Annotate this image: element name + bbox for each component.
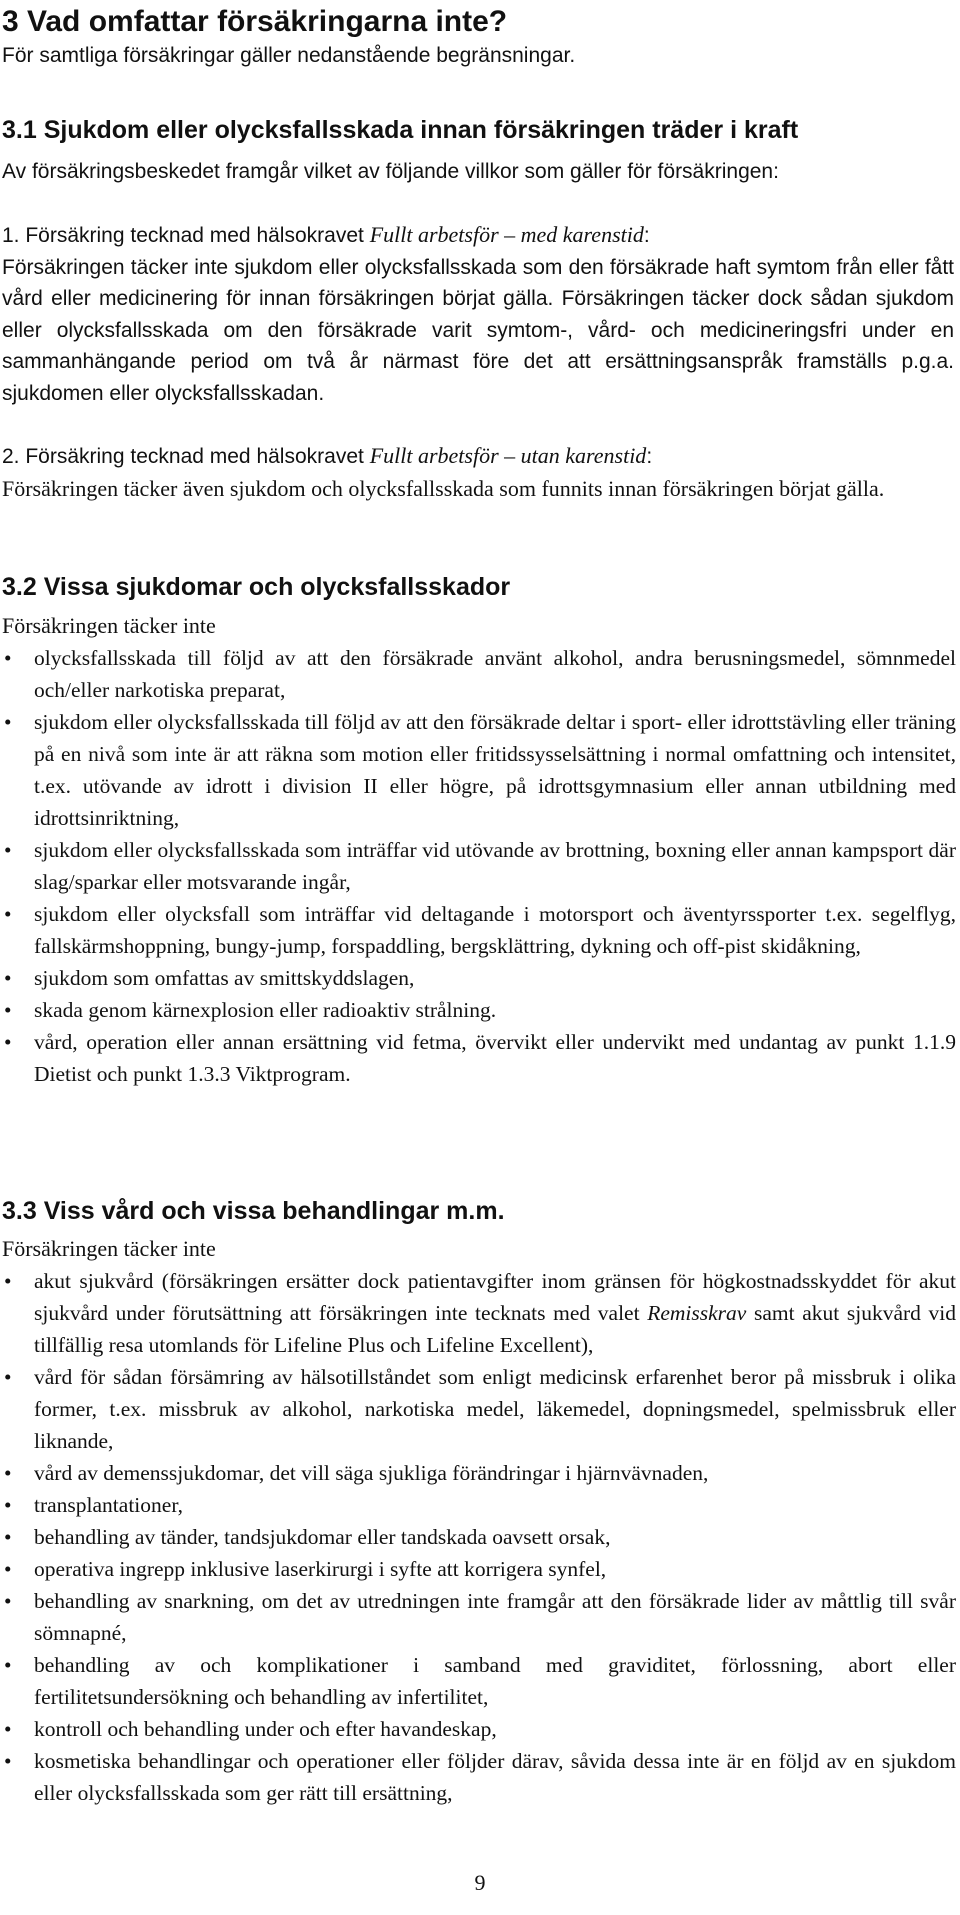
list-item xyxy=(0,1026,956,1090)
exclusion-list-3-2 xyxy=(0,642,956,1090)
condition-2-body: Försäkringen täcker även sjukdom och olycksfallsskada som funnits innan försäkringen börjat gälla. xyxy=(2,475,885,501)
list-item-text: behandling av snarkning, om det av utredningen inte framgår att den försäkrade lider av måttlig till svår sömnapné, xyxy=(34,1589,956,1645)
list-item-text-cont: samt akut sjukvård vid tillfällig resa utomlands för Lifeline Plus och Lifeline Excellent), xyxy=(34,1301,957,1357)
bullet-icon: • xyxy=(4,1749,12,1773)
list-item xyxy=(0,706,956,834)
bullet-icon: • xyxy=(4,1269,12,1293)
condition-paragraph-2 xyxy=(2,440,954,505)
list-item-text: transplantationer, xyxy=(34,1493,183,1517)
condition-2-lead: 2. Försäkring tecknad med hälsokravet xyxy=(2,445,370,468)
section-intro: För samtliga försäkringar gäller nedanstående begränsningar. xyxy=(2,44,576,67)
bullet-icon: • xyxy=(4,1493,12,1517)
list-item xyxy=(0,962,956,994)
bullet-icon: • xyxy=(4,1461,12,1485)
list-item-text: akut sjukvård (försäkringen ersätter dock patientavgifter inom gränsen för högkostnadsskyddet för akut sjukvård under förutsättning att försäkringen inte tecknats med valet xyxy=(34,1269,956,1325)
subsection-intro-3-1: Av försäkringsbeskedet framgår vilket av följande villkor som gäller för försäkringen: xyxy=(2,160,779,183)
subsection-intro-3-3: Försäkringen täcker inte xyxy=(2,1236,216,1261)
subsection-title-3-2: 3.2 Vissa sjukdomar och olycksfallsskador xyxy=(2,573,511,601)
bullet-icon: • xyxy=(4,966,12,990)
bullet-icon: • xyxy=(4,998,12,1022)
bullet-icon: • xyxy=(4,1525,12,1549)
page-number: 9 xyxy=(474,1870,486,1895)
bullet-icon: • xyxy=(4,1717,12,1741)
bullet-icon: • xyxy=(4,1653,12,1677)
bullet-icon: • xyxy=(4,1557,12,1581)
list-item-text: kontroll och behandling under och efter havandeskap, xyxy=(34,1717,497,1741)
list-item-text: behandling av och komplikationer i samband med graviditet, förlossning, abort eller fertilitetsundersökning och behandling av infertilitet, xyxy=(34,1653,956,1709)
list-item-text: sjukdom eller olycksfall som inträffar vid deltagande i motorsport och äventyrssporter t.ex. segelflyg, fallskärmshoppning, bungy-jump, forspaddling, bergsklättring, dykning och off-pist skidåkning, xyxy=(34,902,956,958)
list-item-text: sjukdom eller olycksfallsskada som inträffar vid utövande av brottning, boxning eller annan kampsport där slag/sparkar eller motsvarande ingår, xyxy=(34,838,956,894)
subsection-intro-3-2: Försäkringen täcker inte xyxy=(2,613,216,638)
bullet-icon: • xyxy=(4,902,12,926)
condition-paragraph-1 xyxy=(2,219,954,409)
condition-2-colon: : xyxy=(646,445,653,468)
section-heading: 3 Vad omfattar försäkringarna inte? xyxy=(2,5,508,38)
list-item xyxy=(0,1713,956,1745)
list-item xyxy=(0,1745,956,1809)
bullet-icon: • xyxy=(4,1030,12,1054)
condition-1-body: Försäkringen täcker inte sjukdom eller olycksfallsskada som den försäkrade haft symtom från eller fått vård eller medicinering för innan försäkringen börjat gälla. Försäkringen täcker dock sådan sjukdom eller olycksfallsskada om den försäkrade varit symtom-, vård- och medicineringsfri under en sammanhängande period om två år närmast före det att ersättningsanspråk framställs p.g.a. sjukdomen eller olycksfallsskadan. xyxy=(2,255,954,405)
bullet-icon: • xyxy=(4,1365,12,1389)
list-item xyxy=(0,1361,956,1457)
condition-1-term: Fullt arbetsför – med karenstid xyxy=(369,222,644,247)
condition-2-term: Fullt arbetsför – utan karenstid xyxy=(369,443,647,468)
bullet-icon: • xyxy=(4,838,12,862)
list-item xyxy=(0,1553,956,1585)
subsection-title-3-3: 3.3 Viss vård och vissa behandlingar m.m. xyxy=(2,1197,505,1225)
list-item-text: vård för sådan försämring av hälsotillståndet som enligt medicinsk erfarenhet beror på missbruk i olika former, t.ex. missbruk av alkohol, narkotiska medel, läkemedel, dopningsmedel, spelmissbruk eller liknande, xyxy=(34,1365,956,1453)
list-item-text: kosmetiska behandlingar och operationer eller följder därav, såvida dessa inte är en följd av en sjukdom eller olycksfallsskada som ger rätt till ersättning, xyxy=(34,1749,956,1805)
bullet-icon: • xyxy=(4,710,12,734)
remisskrav-term: Remisskrav xyxy=(647,1301,747,1325)
list-item-text: vård, operation eller annan ersättning vid fetma, övervikt eller undervikt med undantag av punkt 1.1.9 Dietist och punkt 1.3.3 Viktprogram. xyxy=(34,1030,956,1086)
list-item xyxy=(0,1489,956,1521)
list-item-text: sjukdom eller olycksfallsskada till följd av att den försäkrade deltar i sport- eller idrottstävling eller träning på en nivå som inte är att räkna som motion eller fritidssysselsättning i normal omfattning och intensitet, t.ex. utövande av idrott i division II eller högre, på idrottsgymnasium eller annan utbildning med idrottsinriktning, xyxy=(34,710,956,830)
bullet-icon: • xyxy=(4,1589,12,1613)
list-item-text: skada genom kärnexplosion eller radioaktiv strålning. xyxy=(34,998,497,1022)
condition-1-lead: 1. Försäkring tecknad med hälsokravet xyxy=(2,224,370,247)
list-item xyxy=(0,1265,956,1361)
list-item xyxy=(0,834,956,898)
bullet-icon: • xyxy=(4,646,12,670)
list-item xyxy=(0,1457,956,1489)
subsection-title-3-1: 3.1 Sjukdom eller olycksfallsskada innan försäkringen träder i kraft xyxy=(2,116,799,144)
list-item-text: olycksfallsskada till följd av att den försäkrade använt alkohol, andra berusningsmedel, sömnmedel och/eller narkotiska preparat, xyxy=(34,646,956,702)
list-item-text: operativa ingrepp inklusive laserkirurgi i syfte att korrigera synfel, xyxy=(34,1557,607,1581)
list-item xyxy=(0,1649,956,1713)
list-item xyxy=(0,642,956,706)
exclusion-list-3-3 xyxy=(0,1265,956,1809)
list-item xyxy=(0,898,956,962)
list-item xyxy=(0,1521,956,1553)
list-item-text: sjukdom som omfattas av smittskyddslagen, xyxy=(34,966,415,990)
list-item xyxy=(0,1585,956,1649)
list-item-text: vård av demenssjukdomar, det vill säga sjukliga förändringar i hjärnvävnaden, xyxy=(34,1461,709,1485)
condition-1-colon: : xyxy=(643,224,650,247)
list-item xyxy=(0,994,956,1026)
list-item-text: behandling av tänder, tandsjukdomar eller tandskada oavsett orsak, xyxy=(34,1525,611,1549)
